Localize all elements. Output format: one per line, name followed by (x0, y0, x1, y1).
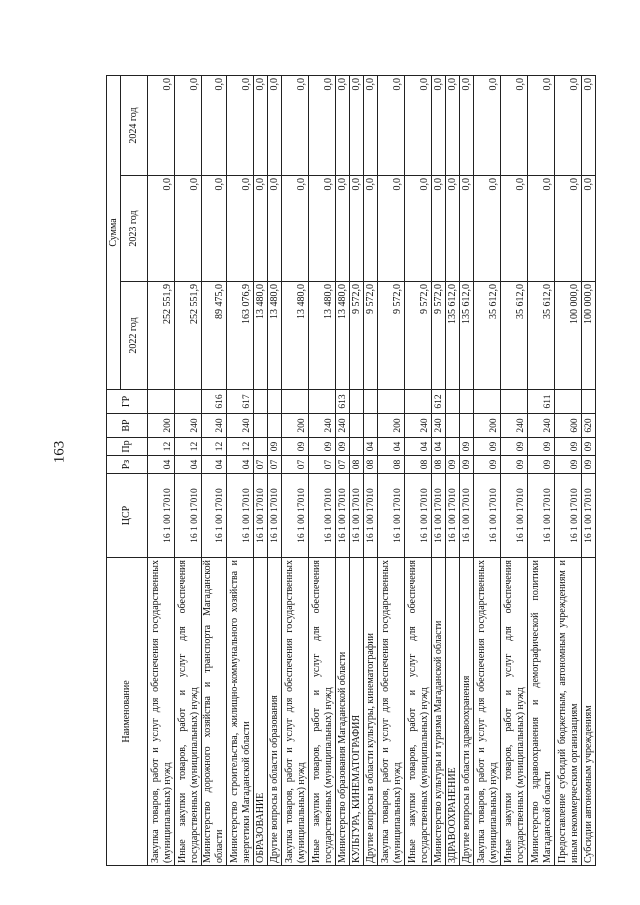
row-csr: 16 1 00 17010 (227, 474, 254, 558)
table-row (175, 76, 202, 866)
header-rz: Рз (107, 456, 148, 474)
row-name: Предоставление субсидий бюджетным, автономным учреждениям и иным некоммерческим организациям (555, 558, 582, 866)
row-name: Другие вопросы в области здравоохранения (460, 558, 474, 866)
row-name: Министерство здравоохранения и демографической политики Магаданской области (528, 558, 555, 866)
row-name: Закупка товаров, работ и услуг для обеспечения государственных (муниципальных) нужд (474, 558, 501, 866)
row-vr: 240 (405, 414, 432, 438)
row-2023: 0,0 (378, 176, 405, 282)
row-rz: 04 (227, 456, 254, 474)
row-pr: 09 (336, 438, 350, 456)
row-2024: 0,0 (501, 76, 528, 176)
row-csr: 16 1 00 17010 (175, 474, 202, 558)
row-csr: 16 1 00 17010 (528, 474, 555, 558)
row-2022: 13 480,0 (254, 282, 268, 390)
row-csr: 16 1 00 17010 (148, 474, 175, 558)
table-row (528, 76, 555, 866)
row-vr: 240 (528, 414, 555, 438)
row-pr: 04 (378, 438, 405, 456)
row-vr: 240 (309, 414, 336, 438)
row-2022: 100 000,0 (582, 282, 596, 390)
row-2023: 0,0 (148, 176, 175, 282)
row-vr (446, 414, 460, 438)
row-name: КУЛЬТУРА, КИНЕМАТОГРАФИЯ (350, 558, 364, 866)
row-name: Иные закупки товаров, работ и услуг для обеспечения государственных (муниципальных) нужд (175, 558, 202, 866)
row-2022: 13 480,0 (336, 282, 350, 390)
row-name: Министерство культуры и туризма Магаданской области (432, 558, 446, 866)
header-pr: Пр (107, 438, 148, 456)
table-row (350, 76, 364, 866)
page-number: 163 (51, 440, 68, 464)
row-gr (282, 390, 309, 414)
row-gr (309, 390, 336, 414)
row-gr (350, 390, 364, 414)
row-gr (268, 390, 282, 414)
row-2023: 0,0 (405, 176, 432, 282)
row-2022: 9 572,0 (378, 282, 405, 390)
row-2023: 0,0 (582, 176, 596, 282)
row-2022: 35 612,0 (501, 282, 528, 390)
row-csr: 16 1 00 17010 (350, 474, 364, 558)
row-gr (175, 390, 202, 414)
row-csr: 16 1 00 17010 (282, 474, 309, 558)
row-2023: 0,0 (268, 176, 282, 282)
row-name: Закупка товаров, работ и услуг для обеспечения государственных (муниципальных) нужд (148, 558, 175, 866)
row-pr: 12 (175, 438, 202, 456)
row-gr (501, 390, 528, 414)
rotated-table-container (106, 76, 594, 866)
row-2022: 35 612,0 (528, 282, 555, 390)
row-rz: 08 (405, 456, 432, 474)
row-2022: 252 551,9 (175, 282, 202, 390)
row-2022: 9 572,0 (432, 282, 446, 390)
table-row (405, 76, 432, 866)
row-pr (254, 438, 268, 456)
row-rz: 09 (582, 456, 596, 474)
row-gr (364, 390, 378, 414)
row-vr: 600 (555, 414, 582, 438)
row-2022: 13 480,0 (268, 282, 282, 390)
row-pr (350, 438, 364, 456)
row-rz: 07 (254, 456, 268, 474)
row-vr: 240 (501, 414, 528, 438)
header-csr: ЦСР (107, 474, 148, 558)
row-vr (350, 414, 364, 438)
row-vr (460, 414, 474, 438)
row-2023: 0,0 (432, 176, 446, 282)
row-pr: 04 (364, 438, 378, 456)
row-gr (148, 390, 175, 414)
table-row (227, 76, 254, 866)
row-name: ЗДРАВООХРАНЕНИЕ (446, 558, 460, 866)
row-gr: 613 (336, 390, 350, 414)
row-2024: 0,0 (460, 76, 474, 176)
row-name: Министерство образования Магаданской области (336, 558, 350, 866)
row-pr: 09 (474, 438, 501, 456)
row-csr: 16 1 00 17010 (474, 474, 501, 558)
table-header (107, 76, 148, 866)
row-rz: 08 (364, 456, 378, 474)
table-row (336, 76, 350, 866)
row-2024: 0,0 (528, 76, 555, 176)
row-name: Иные закупки товаров, работ и услуг для обеспечения государственных (муниципальных) нужд (501, 558, 528, 866)
row-2023: 0,0 (501, 176, 528, 282)
row-vr (254, 414, 268, 438)
row-gr (460, 390, 474, 414)
row-vr: 620 (582, 414, 596, 438)
row-2022: 89 475,0 (202, 282, 227, 390)
row-name: Субсидии автономным учреждениям (582, 558, 596, 866)
row-rz: 09 (446, 456, 460, 474)
table-row (378, 76, 405, 866)
row-name: Иные закупки товаров, работ и услуг для обеспечения государственных (муниципальных) нужд (405, 558, 432, 866)
row-rz: 04 (175, 456, 202, 474)
table-row (582, 76, 596, 866)
row-vr (364, 414, 378, 438)
row-gr: 612 (432, 390, 446, 414)
row-rz: 09 (460, 456, 474, 474)
row-vr (268, 414, 282, 438)
row-rz: 08 (432, 456, 446, 474)
row-name: Другие вопросы в области образования (268, 558, 282, 866)
table-row (501, 76, 528, 866)
header-vr: ВР (107, 414, 148, 438)
row-2024: 0,0 (405, 76, 432, 176)
row-gr (555, 390, 582, 414)
row-gr (378, 390, 405, 414)
table-body (148, 76, 596, 866)
row-pr: 04 (405, 438, 432, 456)
row-csr: 16 1 00 17010 (432, 474, 446, 558)
row-name: Закупка товаров, работ и услуг для обеспечения государственных (муниципальных) нужд (282, 558, 309, 866)
row-2023: 0,0 (282, 176, 309, 282)
row-csr: 16 1 00 17010 (460, 474, 474, 558)
row-2023: 0,0 (336, 176, 350, 282)
row-csr: 16 1 00 17010 (446, 474, 460, 558)
row-2024: 0,0 (378, 76, 405, 176)
row-2022: 9 572,0 (405, 282, 432, 390)
row-rz: 07 (282, 456, 309, 474)
row-vr: 240 (432, 414, 446, 438)
row-vr: 240 (336, 414, 350, 438)
row-2022: 252 551,9 (148, 282, 175, 390)
header-2022: 2022 год (121, 282, 148, 390)
row-2022: 163 076,9 (227, 282, 254, 390)
row-pr: 09 (268, 438, 282, 456)
row-pr: 09 (582, 438, 596, 456)
table-row (460, 76, 474, 866)
row-2023: 0,0 (175, 176, 202, 282)
row-pr: 12 (148, 438, 175, 456)
row-name: ОБРАЗОВАНИЕ (254, 558, 268, 866)
row-pr: 12 (227, 438, 254, 456)
row-2024: 0,0 (432, 76, 446, 176)
row-rz: 08 (350, 456, 364, 474)
row-name: Иные закупки товаров, работ и услуг для обеспечения государственных (муниципальных) нужд (309, 558, 336, 866)
row-2022: 13 480,0 (309, 282, 336, 390)
row-2024: 0,0 (254, 76, 268, 176)
row-gr: 611 (528, 390, 555, 414)
row-2023: 0,0 (528, 176, 555, 282)
header-2024: 2024 год (121, 76, 148, 176)
row-csr: 16 1 00 17010 (555, 474, 582, 558)
row-gr (474, 390, 501, 414)
row-pr (446, 438, 460, 456)
table-row (282, 76, 309, 866)
row-2023: 0,0 (309, 176, 336, 282)
row-2023: 0,0 (446, 176, 460, 282)
row-rz: 04 (202, 456, 227, 474)
table-row (254, 76, 268, 866)
row-pr: 09 (528, 438, 555, 456)
row-2024: 0,0 (268, 76, 282, 176)
row-vr: 240 (227, 414, 254, 438)
row-rz: 09 (501, 456, 528, 474)
row-2022: 135 612,0 (460, 282, 474, 390)
row-rz: 09 (555, 456, 582, 474)
table-row (268, 76, 282, 866)
row-rz: 09 (528, 456, 555, 474)
row-csr: 16 1 00 17010 (378, 474, 405, 558)
row-rz: 07 (309, 456, 336, 474)
row-2022: 9 572,0 (350, 282, 364, 390)
row-rz: 04 (148, 456, 175, 474)
row-vr: 200 (148, 414, 175, 438)
row-2024: 0,0 (582, 76, 596, 176)
table-row (148, 76, 175, 866)
header-2023: 2023 год (121, 176, 148, 282)
row-rz: 07 (336, 456, 350, 474)
row-2024: 0,0 (202, 76, 227, 176)
row-pr: 09 (282, 438, 309, 456)
row-2024: 0,0 (350, 76, 364, 176)
row-2023: 0,0 (364, 176, 378, 282)
row-2024: 0,0 (336, 76, 350, 176)
row-csr: 16 1 00 17010 (202, 474, 227, 558)
row-pr: 09 (460, 438, 474, 456)
row-csr: 16 1 00 17010 (405, 474, 432, 558)
row-csr: 16 1 00 17010 (254, 474, 268, 558)
row-2023: 0,0 (474, 176, 501, 282)
row-csr: 16 1 00 17010 (501, 474, 528, 558)
row-name: Министерство строительства, жилищно-коммунального хозяйства и энергетики Магаданской области (227, 558, 254, 866)
row-vr: 200 (378, 414, 405, 438)
row-rz: 09 (474, 456, 501, 474)
row-2022: 13 480,0 (282, 282, 309, 390)
row-vr: 240 (202, 414, 227, 438)
row-csr: 16 1 00 17010 (309, 474, 336, 558)
row-name: Министерство дорожного хозяйства и транспорта Магаданской области (202, 558, 227, 866)
row-vr: 200 (474, 414, 501, 438)
row-2022: 135 612,0 (446, 282, 460, 390)
budget-table (106, 75, 596, 866)
row-pr: 04 (432, 438, 446, 456)
row-rz: 08 (378, 456, 405, 474)
row-2022: 100 000,0 (555, 282, 582, 390)
row-2024: 0,0 (474, 76, 501, 176)
table-row (202, 76, 227, 866)
row-name: Другие вопросы в области культуры, кинематографии (364, 558, 378, 866)
table-row (474, 76, 501, 866)
row-2024: 0,0 (148, 76, 175, 176)
table-row (446, 76, 460, 866)
row-2023: 0,0 (555, 176, 582, 282)
row-rz: 07 (268, 456, 282, 474)
row-gr (582, 390, 596, 414)
row-csr: 16 1 00 17010 (582, 474, 596, 558)
row-pr: 09 (501, 438, 528, 456)
row-2022: 35 612,0 (474, 282, 501, 390)
row-gr (446, 390, 460, 414)
table-row (432, 76, 446, 866)
table-row (309, 76, 336, 866)
table-row (364, 76, 378, 866)
row-pr: 12 (202, 438, 227, 456)
row-csr: 16 1 00 17010 (336, 474, 350, 558)
row-gr: 616 (202, 390, 227, 414)
row-2023: 0,0 (227, 176, 254, 282)
row-2024: 0,0 (282, 76, 309, 176)
row-vr: 200 (282, 414, 309, 438)
row-name: Закупка товаров, работ и услуг для обеспечения государственных (муниципальных) нужд (378, 558, 405, 866)
row-vr: 240 (175, 414, 202, 438)
row-2023: 0,0 (202, 176, 227, 282)
row-2024: 0,0 (555, 76, 582, 176)
row-csr: 16 1 00 17010 (268, 474, 282, 558)
row-2023: 0,0 (350, 176, 364, 282)
row-2023: 0,0 (460, 176, 474, 282)
row-2022: 9 572,0 (364, 282, 378, 390)
row-2023: 0,0 (254, 176, 268, 282)
header-name: Наименование (107, 558, 148, 866)
row-csr: 16 1 00 17010 (364, 474, 378, 558)
row-gr (254, 390, 268, 414)
header-sum: Сумма (107, 76, 121, 390)
row-gr (405, 390, 432, 414)
row-2024: 0,0 (227, 76, 254, 176)
row-gr: 617 (227, 390, 254, 414)
table-row (555, 76, 582, 866)
row-2024: 0,0 (446, 76, 460, 176)
row-2024: 0,0 (309, 76, 336, 176)
header-gr: ГР (107, 390, 148, 414)
row-pr: 09 (309, 438, 336, 456)
row-2024: 0,0 (175, 76, 202, 176)
row-pr: 09 (555, 438, 582, 456)
row-2024: 0,0 (364, 76, 378, 176)
